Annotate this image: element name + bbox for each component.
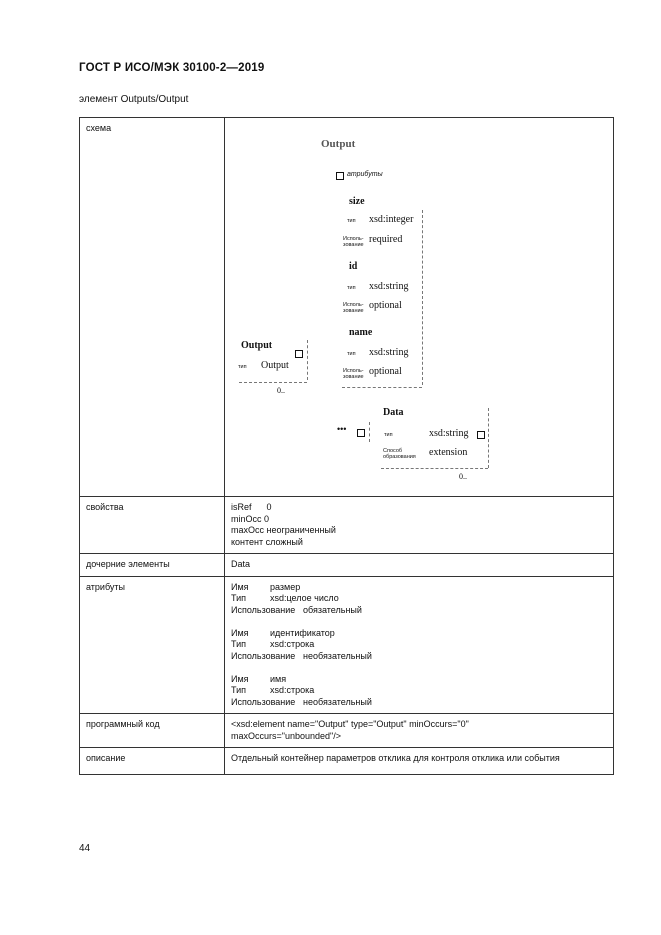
attr-id-use: optional [369, 300, 402, 311]
description-label: описание [80, 748, 225, 775]
element-data-type: xsd:string [429, 428, 469, 439]
diagram-title: Output [321, 138, 356, 150]
attr-name-type-label: тип [347, 351, 356, 357]
schema-row [80, 118, 614, 497]
element-data-name: Data [383, 407, 404, 418]
description-value: Отдельный контейнер параметров отклика для контроля отклика или события [225, 748, 614, 775]
document-header: ГОСТ Р ИСО/МЭК 30100-2—2019 [79, 62, 265, 74]
attr-key: Тип [231, 685, 247, 695]
element-data-type-label: тип [384, 432, 393, 438]
property-isref: isRef 0 [231, 502, 272, 512]
attributes-value [225, 576, 614, 714]
element-output-type: Output [261, 360, 289, 371]
attr-key: Использование [231, 696, 296, 707]
children-label: дочерние элементы [80, 554, 225, 577]
attribute-name [231, 674, 607, 709]
attr-value: необязательный [303, 696, 372, 707]
schema-label: схема [80, 118, 225, 497]
data-frame-bottom [381, 468, 488, 469]
element-frame-right [307, 340, 308, 380]
schema-diagram-cell [225, 118, 614, 497]
attributes-group-label: атрибуты [347, 171, 383, 178]
attributes-frame-bottom [342, 387, 422, 388]
attr-value: xsd:целое число [270, 593, 339, 603]
attr-key: Тип [231, 639, 247, 649]
attr-value: имя [270, 673, 287, 684]
attr-name-type: xsd:string [369, 347, 409, 358]
properties-row [80, 497, 614, 554]
attr-value: идентификатор [270, 627, 335, 638]
source-line-2: maxOccurs="unbounded"/> [231, 730, 341, 741]
properties-value [225, 497, 614, 554]
attr-value: обязательный [303, 604, 362, 615]
element-output-name: Output [241, 340, 273, 351]
attr-key: Имя [231, 581, 249, 592]
attr-key: Имя [231, 673, 249, 684]
attribute-id [231, 628, 607, 663]
attr-size-name: size [349, 196, 365, 207]
attr-key: Использование [231, 650, 296, 661]
attr-name-use: optional [369, 366, 402, 377]
attr-name-use-label: Исполь-зование [343, 368, 364, 380]
properties-label: свойства [80, 497, 225, 554]
property-content: контент сложный [231, 536, 303, 547]
expand-output-icon[interactable] [295, 350, 303, 358]
element-output-occurs: 0.. [277, 386, 285, 395]
attr-id-type: xsd:string [369, 281, 409, 292]
attr-value: размер [270, 581, 301, 592]
attr-size-use: required [369, 234, 403, 245]
sequence-icon: ••• [337, 424, 347, 434]
children-row [80, 554, 614, 577]
attr-size-type: xsd:integer [369, 214, 414, 225]
attr-name-name: name [349, 327, 373, 338]
attr-key: Использование [231, 604, 296, 615]
element-data-derivation: extension [429, 447, 468, 458]
source-row [80, 714, 614, 748]
source-label: программный код [80, 714, 225, 748]
attr-key: Имя [231, 627, 249, 638]
schema-diagram [225, 118, 613, 496]
attr-size-type-label: тип [347, 218, 356, 224]
attr-value: xsd:строка [270, 639, 315, 649]
attr-id-use-label: Исполь-зование [343, 302, 364, 314]
attr-id-name: id [349, 261, 358, 272]
element-data-derivation-label: Способ образования [383, 448, 416, 460]
attributes-row [80, 576, 614, 714]
property-maxocc: maxOcc неограниченный [231, 525, 336, 535]
attr-size-use-label: Исполь-зование [343, 236, 364, 248]
source-line-1: <xsd:element name="Output" type="Output" minOccurs="0" [231, 719, 469, 729]
description-row [80, 748, 614, 775]
expand-data-icon[interactable] [477, 431, 485, 439]
attributes-checkbox-icon [336, 172, 344, 180]
source-value [225, 714, 614, 748]
element-data-occurs: 0.. [459, 472, 467, 481]
property-minocc: minOcc 0 [231, 513, 270, 524]
attr-value: необязательный [303, 650, 372, 661]
element-frame-bottom [239, 382, 307, 383]
data-frame-right [488, 408, 489, 468]
page-number: 44 [79, 843, 91, 854]
attributes-label: атрибуты [80, 576, 225, 714]
element-output-type-label: тип [238, 364, 247, 370]
attributes-frame-right [422, 210, 423, 385]
sequence-frame-right [369, 422, 370, 442]
children-value: Data [225, 554, 614, 577]
attr-id-type-label: тип [347, 285, 356, 291]
attr-value: xsd:строка [270, 685, 315, 695]
element-caption: элемент Outputs/Output [79, 94, 189, 105]
expand-sequence-icon[interactable] [357, 429, 365, 437]
element-table [79, 117, 614, 775]
attribute-size [231, 582, 607, 617]
attr-key: Тип [231, 593, 247, 603]
